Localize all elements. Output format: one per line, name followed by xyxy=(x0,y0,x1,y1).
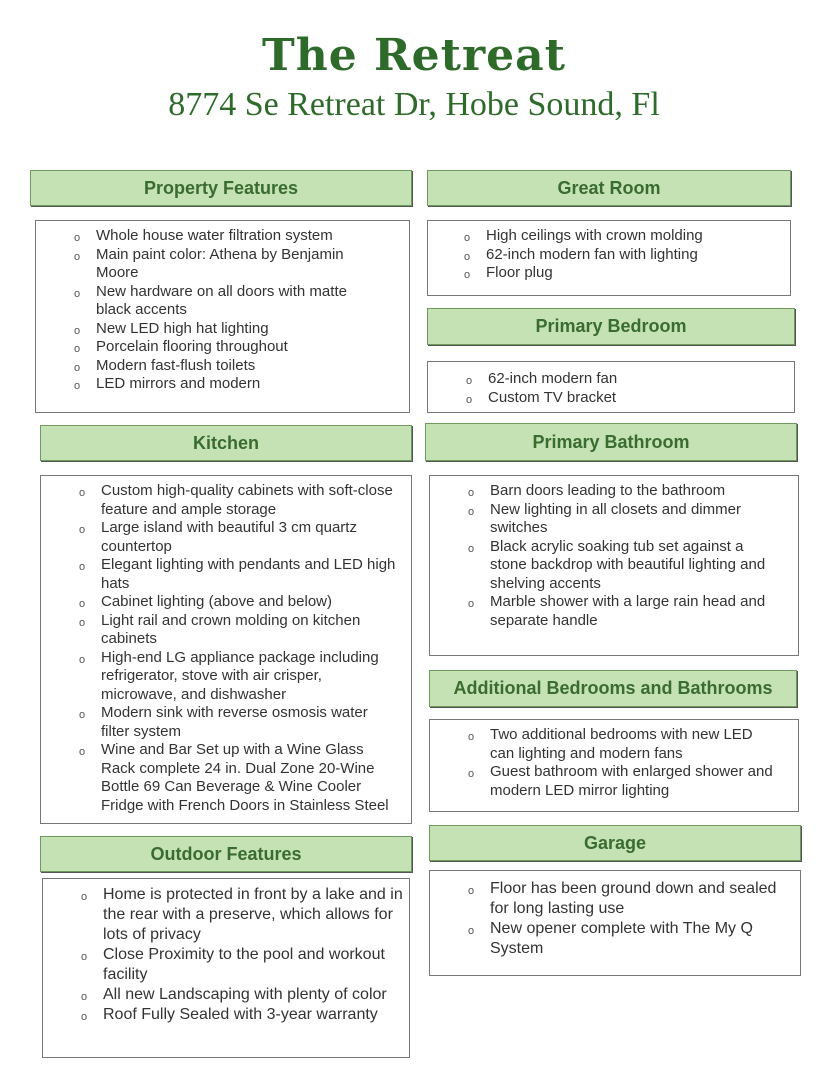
list-item: o Two additional bedrooms with new LED can lighting and modern fans xyxy=(430,726,780,763)
list-item: o Black acrylic soaking tub set against a stone backdrop with beautiful lighting and shelving accents xyxy=(430,538,775,594)
property-address: 8774 Se Retreat Dr, Hobe Sound, Fl xyxy=(168,86,660,123)
list-item: o Close Proximity to the pool and workout facility xyxy=(43,945,403,985)
additional-rooms-heading: Additional Bedrooms and Bathrooms xyxy=(453,678,773,698)
list-item: o High ceilings with crown molding xyxy=(426,227,756,246)
list-item: o LED mirrors and modern xyxy=(36,375,366,394)
list-item: o Cabinet lighting (above and below) xyxy=(41,593,396,612)
great-room-box xyxy=(427,220,791,296)
list-item: o Modern fast-flush toilets xyxy=(36,357,366,376)
primary-bathroom-box xyxy=(429,475,799,656)
list-item: o Guest bathroom with enlarged shower and modern LED mirror lighting xyxy=(430,763,780,800)
list-item: o New LED high hat lighting xyxy=(36,320,366,339)
list-item: o Custom high-quality cabinets with soft-close feature and ample storage xyxy=(41,482,396,519)
garage-header xyxy=(429,825,801,861)
list-item: o All new Landscaping with plenty of color xyxy=(43,985,403,1005)
list-item: o Marble shower with a large rain head and separate handle xyxy=(430,593,775,630)
primary-bedroom-heading: Primary Bedroom xyxy=(535,316,687,336)
garage-box xyxy=(429,870,801,976)
list-item: o Elegant lighting with pendants and LED high hats xyxy=(41,556,396,593)
list-item: o Wine and Bar Set up with a Wine Glass Rack complete 24 in. Dual Zone 20-Wine Bottle 69 Can Beverage & Wine Cooler Fridge with French Doors in Stainless Steel xyxy=(41,741,396,815)
list-item: o Large island with beautiful 3 cm quartz countertop xyxy=(41,519,396,556)
primary-bedroom-box xyxy=(427,361,795,413)
property-features-heading: Property Features xyxy=(143,177,299,198)
list-item: o Roof Fully Sealed with 3-year warranty xyxy=(43,1005,403,1025)
list-item: o Porcelain flooring throughout xyxy=(36,338,366,357)
list-item: o Whole house water filtration system xyxy=(36,227,366,246)
list-item: o Light rail and crown molding on kitchen cabinets xyxy=(41,612,396,649)
primary-bathroom-header xyxy=(425,423,797,461)
kitchen-box xyxy=(40,475,412,824)
kitchen-header xyxy=(40,425,412,461)
list-item: o Main paint color: Athena by Benjamin Moore xyxy=(36,246,366,283)
outdoor-features-box xyxy=(42,878,410,1058)
list-item: o New opener complete with The My Q System xyxy=(430,919,780,959)
list-item: o 62-inch modern fan xyxy=(428,370,758,389)
property-features-header xyxy=(30,170,412,206)
garage-heading: Garage xyxy=(583,832,647,853)
kitchen-heading: Kitchen xyxy=(192,432,259,453)
list-item: o Floor has been ground down and sealed for long lasting use xyxy=(430,879,780,919)
list-item: o Floor plug xyxy=(426,264,756,283)
list-item: o 62-inch modern fan with lighting xyxy=(426,246,756,265)
outdoor-features-heading: Outdoor Features xyxy=(150,843,302,864)
page-title: The Retreat xyxy=(262,30,566,81)
great-room-header xyxy=(427,170,791,206)
additional-rooms-header xyxy=(429,670,797,707)
list-item: o High-end LG appliance package including refrigerator, stove with air crisper, microwave, and dishwasher xyxy=(41,649,396,705)
primary-bedroom-header xyxy=(427,308,795,345)
great-room-heading: Great Room xyxy=(557,177,661,198)
outdoor-features-header xyxy=(40,836,412,872)
list-item: o Home is protected in front by a lake and in the rear with a preserve, which allows for lots of privacy xyxy=(43,885,403,945)
list-item: o New lighting in all closets and dimmer switches xyxy=(430,501,775,538)
list-item: o Barn doors leading to the bathroom xyxy=(430,482,775,501)
additional-rooms-box xyxy=(429,719,799,812)
property-features-box xyxy=(35,220,410,413)
list-item: o New hardware on all doors with matte black accents xyxy=(36,283,366,320)
list-item: o Custom TV bracket xyxy=(428,389,758,408)
primary-bathroom-heading: Primary Bathroom xyxy=(532,431,690,452)
list-item: o Modern sink with reverse osmosis water filter system xyxy=(41,704,396,741)
